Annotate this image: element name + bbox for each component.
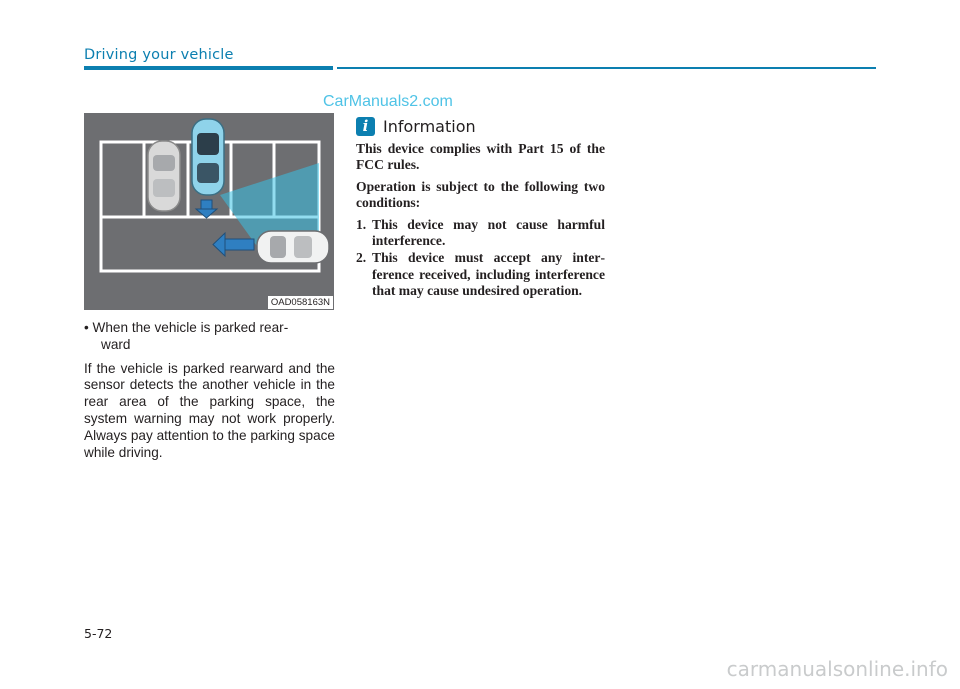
approaching-car-icon bbox=[257, 231, 329, 263]
info-body bbox=[356, 141, 605, 301]
info-header bbox=[356, 115, 476, 137]
figure-code: OAD058163N bbox=[268, 296, 333, 309]
parking-scene bbox=[84, 113, 334, 310]
arrow-down-icon bbox=[196, 200, 217, 218]
info-list-text: This device may not cause harmful interference. bbox=[372, 216, 605, 249]
info-list-item bbox=[356, 250, 605, 299]
info-list-number: 2. bbox=[356, 250, 367, 266]
bullet-line1: • When the vehicle is parked rear- bbox=[84, 320, 289, 335]
header-rule-thin bbox=[337, 67, 876, 69]
watermark-top: CarManuals2.com bbox=[323, 93, 453, 110]
parking-illustration bbox=[84, 113, 334, 310]
info-list-item bbox=[356, 217, 605, 250]
info-paragraph-2: Operation is subject to the following two conditions: bbox=[356, 178, 605, 211]
arrow-left-icon bbox=[213, 233, 254, 256]
bullet-item bbox=[84, 320, 335, 354]
watermark-bottom: carmanualsonline.info bbox=[726, 657, 948, 681]
info-icon: i bbox=[356, 117, 375, 136]
parked-car-icon bbox=[148, 141, 180, 211]
header-rule-thick bbox=[84, 66, 333, 70]
info-list-text: This device must accept any interference received, including interference that may cause undesired operation. bbox=[372, 250, 605, 299]
section-title: Driving your vehicle bbox=[84, 47, 234, 63]
left-column bbox=[84, 320, 335, 461]
info-title: Information bbox=[383, 116, 476, 136]
info-list-number: 1. bbox=[356, 216, 367, 232]
warning-paragraph: If the vehicle is parked rearward and the sensor detects the another vehicle in the rear area of the parking space, the system warning may not work properly. Always pay attention to the parking space while driving. bbox=[84, 360, 335, 460]
info-paragraph-1: This device complies with Part 15 of the FCC rules. bbox=[356, 141, 605, 173]
own-vehicle-icon bbox=[192, 119, 224, 195]
info-list bbox=[356, 217, 605, 300]
page-number: 5-72 bbox=[84, 626, 113, 641]
bullet-line2: ward bbox=[101, 336, 131, 352]
